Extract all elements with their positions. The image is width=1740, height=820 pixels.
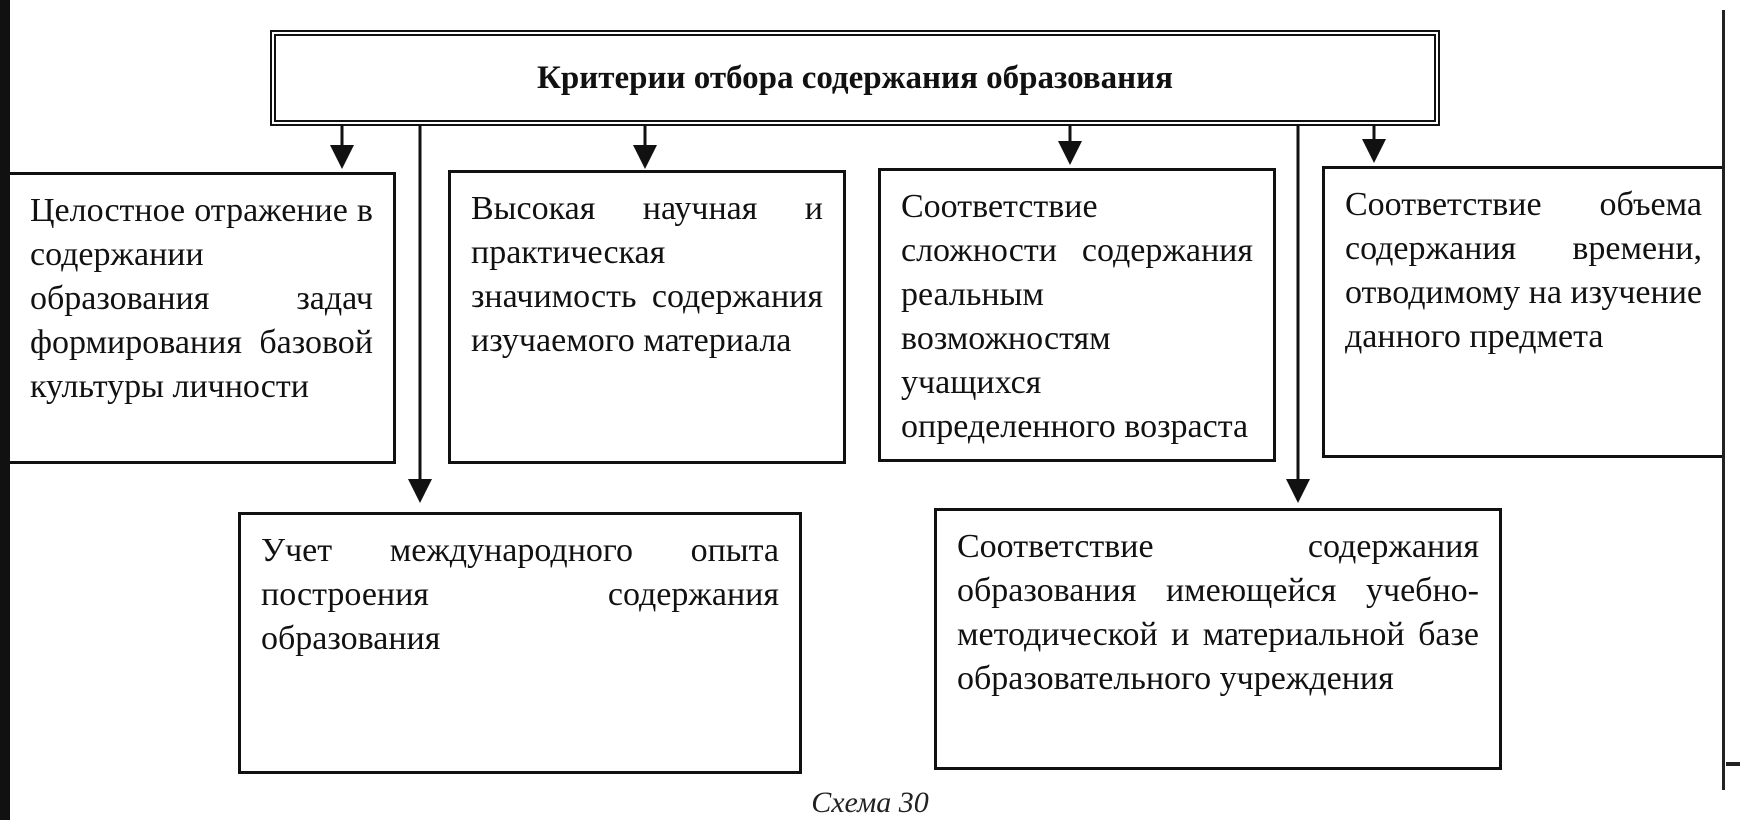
criterion-text-3: Соответствие сложности содержания реальным возможностям учащихся определенного возраста xyxy=(901,188,1253,445)
title-box xyxy=(270,30,1440,126)
criterion-text-1: Целостное отражение в содержании образования задач формирования базовой культуры личности xyxy=(30,192,373,405)
criterion-text-4: Соответствие объема содержания времени, отводимому на изучение данного предмета xyxy=(1345,186,1702,355)
criterion-text-6: Соответствие содержания образования имеющейся учебно-методической и материальной базе образовательного учреждения xyxy=(957,528,1479,697)
criterion-text-5: Учет международного опыта построения содержания образования xyxy=(261,532,779,657)
criterion-box-4 xyxy=(1322,166,1722,458)
criterion-box-3 xyxy=(878,168,1276,462)
criterion-box-6 xyxy=(934,508,1502,770)
criterion-box-2 xyxy=(448,170,846,464)
criterion-box-5 xyxy=(238,512,802,774)
criterion-text-2: Высокая научная и практическая значимость содержания изучаемого материала xyxy=(471,190,823,359)
criterion-box-1 xyxy=(10,172,396,464)
figure-caption: Схема 30 xyxy=(811,786,929,819)
diagram-title: Критерии отбора содержания образования xyxy=(537,59,1173,96)
